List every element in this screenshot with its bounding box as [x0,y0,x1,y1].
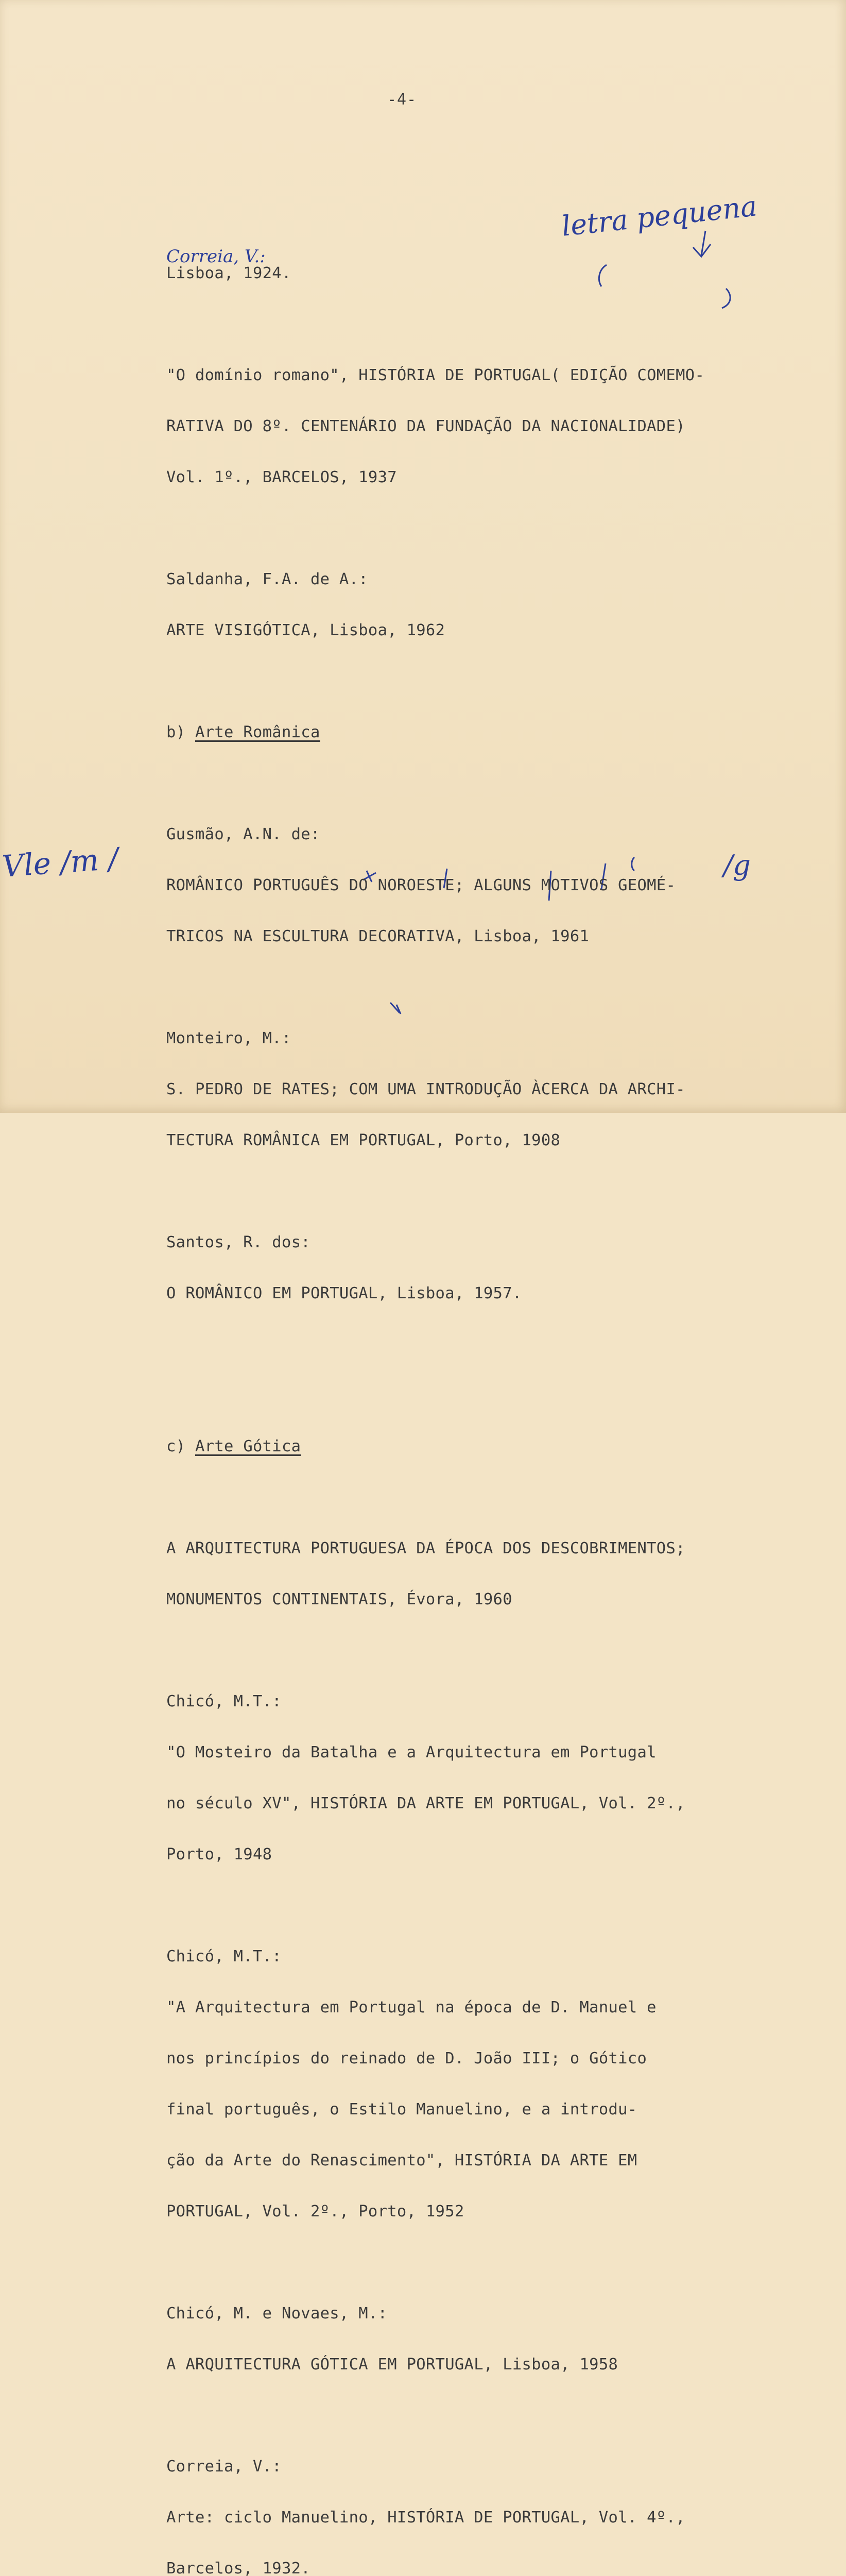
section-heading-b [166,724,774,741]
handwritten-left-margin-mark: Vle /m / [1,841,119,884]
text-line-spacer [166,1897,774,1914]
text-line: A ARQUITECTURA GÓTICA EM PORTUGAL, Lisboa, 1958 [166,2355,618,2374]
text-line: "A Arquitectura em Portugal na época de D. Manuel e [166,1998,657,2016]
text-line: MONUMENTOS CONTINENTAIS, Évora, 1960 [166,1590,512,1608]
text-line: Saldanha, F.A. de A.: [166,570,368,588]
text-line: no século XV", HISTÓRIA DA ARTE EM PORTUGAL, Vol. 2º., [166,1794,685,1812]
text-line: TECTURA ROMÂNICA EM PORTUGAL, Porto, 1908 [166,1131,561,1149]
text-line: Chicó, M. e Novaes, M.: [166,2304,388,2323]
text-line-spacer [166,1387,774,1404]
text-line: ARTE VISIGÓTICA, Lisboa, 1962 [166,621,445,639]
handwritten-note-letra-pequena: letra pequena [560,190,759,243]
handwritten-right-margin-mark: /g [723,849,751,882]
text-line: RATIVA DO 8º. CENTENÁRIO DA FUNDAÇÃO DA NACIONALIDADE) [166,417,685,435]
section-title-gotica: Arte Gótica [195,1437,301,1455]
text-line: Barcelos, 1932. [166,2560,310,2576]
text-line: "O domínio romano", HISTÓRIA DE PORTUGAL( EDIÇÃO COMEMO- [166,366,705,384]
handwritten-author-correia: Correia, V.: [166,246,266,267]
text-line: Santos, R. dos: [166,1233,310,1251]
section-heading-c [166,1438,774,1455]
text-line-spacer [166,2407,774,2424]
text-line: ROMÂNICO PORTUGUÊS DO NOROESTE; ALGUNS MOTIVOS GEOMÉ- [166,876,676,894]
text-line: final português, o Estilo Manuelino, e a introdu- [166,2100,637,2119]
section-prefix: b) [166,723,195,741]
text-line: Porto, 1948 [166,1845,272,1863]
text-line-spacer [166,775,774,792]
text-line: nos princípios do reinado de D. João III; o Gótico [166,2049,647,2067]
section-title-romanica: Arte Românica [195,723,320,741]
text-line: Arte: ciclo Manuelino, HISTÓRIA DE PORTUGAL, Vol. 4º., [166,2509,685,2527]
text-line-spacer [166,1642,774,1659]
text-line-spacer [166,979,774,996]
text-line: Gusmão, A.N. de: [166,825,320,843]
text-line: Lisboa, 1924. [166,264,291,282]
text-line: Vol. 1º., BARCELOS, 1937 [166,468,397,486]
text-line: TRICOS NA ESCULTURA DECORATIVA, Lisboa, 1961 [166,927,590,945]
bibliography-text [166,231,774,2576]
text-line: Chicó, M.T.: [166,1947,282,1965]
text-line: PORTUGAL, Vol. 2º., Porto, 1952 [166,2202,464,2221]
text-line-spacer [166,1183,774,1200]
text-line: Monteiro, M.: [166,1029,291,1047]
page-number: -4- [387,91,417,109]
text-line: O ROMÂNICO EM PORTUGAL, Lisboa, 1957. [166,1284,522,1302]
text-line: S. PEDRO DE RATES; COM UMA INTRODUÇÃO ÀCERCA DA ARCHI- [166,1080,685,1098]
text-line-spacer [166,1336,774,1353]
section-prefix: c) [166,1437,195,1455]
text-line-spacer [166,2254,774,2271]
text-line: ção da Arte do Renascimento", HISTÓRIA DA ARTE EM [166,2151,637,2170]
text-line-spacer [166,316,774,333]
text-line-spacer [166,673,774,690]
text-line-spacer [166,1489,774,1506]
text-line-spacer [166,520,774,537]
text-line: A ARQUITECTURA PORTUGUESA DA ÉPOCA DOS DESCOBRIMENTOS; [166,1539,685,1557]
text-line: Correia, V.: [166,2458,282,2476]
text-line: Chicó, M.T.: [166,1692,282,1710]
text-line: "O Mosteiro da Batalha e a Arquitectura em Portugal [166,1743,657,1761]
